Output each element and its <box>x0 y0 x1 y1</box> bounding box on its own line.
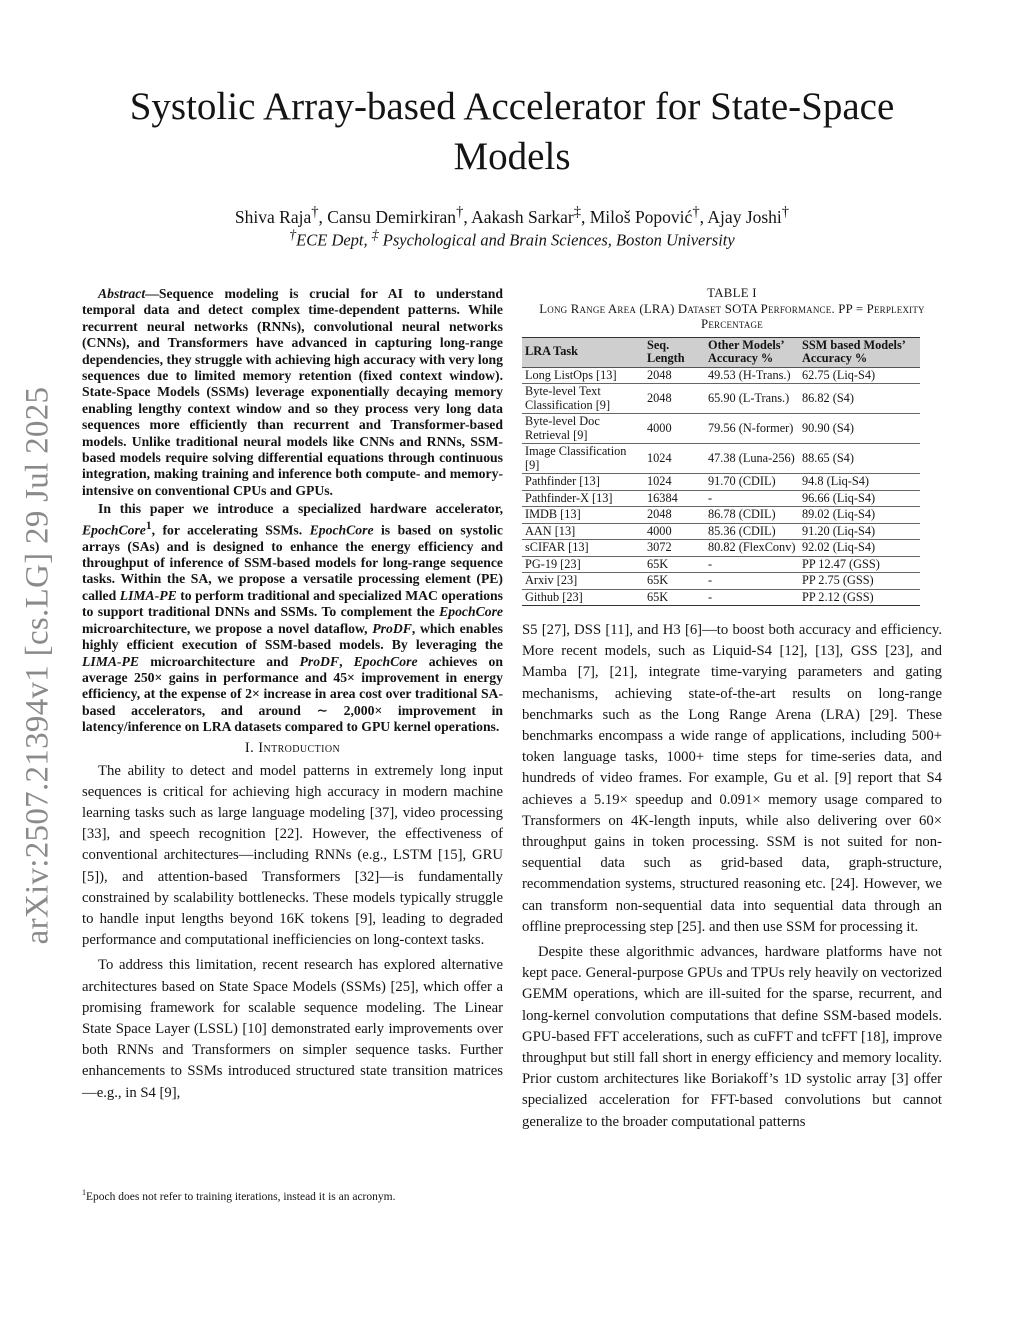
left-column <box>82 286 503 1104</box>
header-cell: Other Models’ Accuracy % <box>705 337 799 367</box>
table-row <box>522 540 920 557</box>
arxiv-side-identifier <box>12 345 64 985</box>
abstract-text: microarchitecture and <box>139 653 300 669</box>
table-cell: sCIFAR [13] <box>522 540 644 557</box>
prodf-term: ProDF <box>299 653 340 669</box>
epochcore-term: EpochCore <box>309 522 374 538</box>
table-cell: 86.82 (S4) <box>799 384 920 414</box>
section-number: I. <box>244 739 255 756</box>
table-row <box>522 444 920 474</box>
table-cell: 90.90 (S4) <box>799 414 920 444</box>
header-cell: LRA Task <box>522 337 644 367</box>
abstract-text: , for accelerating SSMs. <box>151 522 310 538</box>
table-cell: Byte-level Doc Retrieval [9] <box>522 414 644 444</box>
author-mark: † <box>692 204 700 220</box>
abstract <box>82 286 503 736</box>
epochcore-term: EpochCore <box>353 653 418 669</box>
table-cell: Pathfinder-X [13] <box>522 490 644 507</box>
author-name: Shiva Raja <box>234 206 312 227</box>
table-number: TABLE I <box>707 286 757 300</box>
affiliation-line <box>82 224 942 252</box>
abstract-text: , which enables highly efficient execution of SSM-based models. By leveraging the <box>82 620 503 653</box>
table-cell: AAN [13] <box>522 523 644 540</box>
author-mark: ‡ <box>573 204 581 220</box>
body-paragraph: S5 [27], DSS [11], and H3 [6]—to boost both accuracy and efficiency. More recent models, such as Liquid-S4 [12], [13], GSS [23], and Mamba [7], [21], integrate time-varying parameters and gating mechanisms, achieving state-of-the-art results on long-range benchmarks such as the Long Range Arena (LRA) [29]. These benchmarks encompass a wide range of applications, including 500+ token language tasks, 1000+ time steps for time-series data, and hundreds of video frames. For example, Gu et al. [9] report that S4 achieves a 5.19× speedup and 0.091× memory usage compared to Transformers on 4K-length inputs, while also delivering over 60× throughput gains in token processing. SSM is not suited for non-sequential data such as grid-based data, graph-structure, recommendation systems, structured reasoning etc. [24]. However, we can transform non-sequential data into sequential data through an offline preprocessing step [25]. and then use SSM for processing it. <box>522 622 942 935</box>
lra-table <box>522 337 920 607</box>
table-row <box>522 414 920 444</box>
affiliation-dept: Psychological and Brain Sciences, Boston University <box>382 230 735 250</box>
table-cell: 49.53 (H-Trans.) <box>705 367 799 384</box>
lima-pe-term: LIMA-PE <box>82 653 140 669</box>
abstract-text: In this paper we introduce a specialized hardware accelerator, <box>98 501 503 517</box>
header-cell: Seq. Length <box>644 337 705 367</box>
abstract-text: achieves on average 250× gains in performance and 45× improvement in energy efficiency, at the expense of 2× increase in area cost over traditional SA-based accelerators, and around ∼ 2,000× improvement in latency/inference on LRA datasets compared to GPU kernel operations. <box>82 653 503 735</box>
section-heading <box>82 739 503 757</box>
table-cell: 94.8 (Liq-S4) <box>799 474 920 491</box>
table-cell: 65K <box>644 556 705 573</box>
author-mark: † <box>311 204 319 220</box>
table-cell: - <box>705 490 799 507</box>
table-cell: PP 2.75 (GSS) <box>799 573 920 590</box>
table-caption <box>522 286 942 333</box>
abstract-text: to perform traditional and specialized MAC operations to support traditional DNNs and SSMs. To complement the <box>82 587 503 620</box>
table-cell: 80.82 (FlexConv) <box>705 540 799 557</box>
table-row <box>522 474 920 491</box>
affiliation-mark: † <box>289 227 297 242</box>
footnote-ref: 1 <box>145 519 152 532</box>
abstract-text: is based on systolic arrays (SAs) and is designed to enhance the energy efficiency and throughput of inference of SSM-based models for long-range sequence tasks. Within the SA, we propose a versatile processing element (PE) called <box>82 522 503 603</box>
intro-body <box>82 761 503 1104</box>
table-row <box>522 573 920 590</box>
table-cell: 86.78 (CDIL) <box>705 507 799 524</box>
right-column <box>522 286 942 1133</box>
header-cell: SSM based Models’ Accuracy % <box>799 337 920 367</box>
table-cell: 2048 <box>644 507 705 524</box>
author-list: Shiva Raja†, Cansu Demirkiran†, Aakash Sarkar‡, Miloš Popović†, Ajay Joshi† <box>234 204 790 227</box>
table-cell: Byte-level Text Classification [9] <box>522 384 644 414</box>
intro-paragraph: The ability to detect and model patterns in extremely long input sequences is critical for achieving high accuracy in modern machine learning tasks such as large language modeling [37], video processing [33], and speech recognition [22]. However, the effectiveness of conventional architectures—including RNNs (e.g., LSTM [15], GRU [5]), and attention-based Transformers [32]—is fundamentally constrained by scalability bottlenecks. These models typically struggle to handle input lengths beyond 16K tokens [9], leading to degraded performance and computational inefficiencies on long-context tasks. <box>82 762 503 949</box>
table-cell: 96.66 (Liq-S4) <box>799 490 920 507</box>
arxiv-id-text: arXiv:2507.21394v1 [cs.LG] 29 Jul 2025 <box>19 386 56 944</box>
author-name: Miloš Popović <box>589 206 693 227</box>
affiliation-mark: ‡ <box>371 227 379 242</box>
table-cell: Github [23] <box>522 589 644 606</box>
table-cell: 89.02 (Liq-S4) <box>799 507 920 524</box>
table-cell: Pathfinder [13] <box>522 474 644 491</box>
table-cell: IMDB [13] <box>522 507 644 524</box>
footnote-text: Epoch does not refer to training iterations, instead it is an acronym. <box>86 1190 396 1203</box>
table-cell: - <box>705 573 799 590</box>
section-title: Introduction <box>258 739 341 756</box>
table-cell: 91.20 (Liq-S4) <box>799 523 920 540</box>
table-cell: 88.65 (S4) <box>799 444 920 474</box>
table-cell: 85.36 (CDIL) <box>705 523 799 540</box>
table-cell: 92.02 (Liq-S4) <box>799 540 920 557</box>
table-cell: Image Classification [9] <box>522 444 644 474</box>
table-cell: - <box>705 589 799 606</box>
table-title: Long Range Area (LRA) Dataset SOTA Performance. PP = Perplexity Percentage <box>539 301 925 331</box>
table-row <box>522 589 920 606</box>
footnote <box>82 1185 503 1205</box>
table-cell: 65K <box>644 589 705 606</box>
table-cell: 65.90 (L-Trans.) <box>705 384 799 414</box>
prodf-term: ProDF <box>372 620 412 636</box>
abstract-text: Sequence modeling is crucial for AI to understand temporal data and detect complex time-dependent patterns. While recurrent neural networks (RNNs), convolutional neural networks (CNNs), and Transformers have advanced in capturing long-range dependencies, they struggle with achieving high accuracy with very long sequences due to limited memory retention (fixed context window). State-Space Models (SSMs) leverage exponentially decaying memory enabling lengthy context window and so they process very long data sequences more efficiently than recurrent and Transformer-based models. Unlike traditional neural models like CNNs and RNNs, SSM-based models require solving differential equations through continuous integration, making training and inference both compute- and memory-intensive on conventional CPUs and GPUs. <box>82 286 503 498</box>
table-cell: PP 12.47 (GSS) <box>799 556 920 573</box>
abstract-paragraph <box>82 501 503 735</box>
abstract-text: , <box>339 653 354 669</box>
table-row <box>522 507 920 524</box>
table-row <box>522 367 920 384</box>
abstract-label: Abstract <box>98 286 146 301</box>
author-name: Cansu Demirkiran <box>327 206 457 227</box>
table-row <box>522 523 920 540</box>
affiliation-dept: ECE Dept, <box>296 230 368 250</box>
paper-title: Systolic Array-based Accelerator for State-Space Models <box>129 85 895 178</box>
author-mark: † <box>456 204 464 220</box>
table-cell: 47.38 (Luna-256) <box>705 444 799 474</box>
lima-pe-term: LIMA-PE <box>119 587 177 603</box>
body-paragraph: Despite these algorithmic advances, hardware platforms have not kept pace. General-purpose GPUs and TPUs rely heavily on vectorized GEMM operations, which are ill-suited for the sparse, recurrent, and long-kernel convolution computations that define SSM-based models. GPU-based FFT accelerations, such as cuFFT and tcFFT [18], improve throughput but still fall short in energy efficiency and memory locality. Prior custom architectures like Boriakoff’s 1D systolic array [3] offer specialized acceleration for FFT-based convolutions but cannot generalize to the broader computational patterns <box>522 944 942 1130</box>
table-cell: 79.56 (N-former) <box>705 414 799 444</box>
table-cell: PP 2.12 (GSS) <box>799 589 920 606</box>
table-cell: 91.70 (CDIL) <box>705 474 799 491</box>
table-row <box>522 556 920 573</box>
table-cell: Arxiv [23] <box>522 573 644 590</box>
intro-paragraph: To address this limitation, recent research has explored alternative architectures based on State Space Models (SSMs) [25], which offer a promising framework for scalable sequence modeling. The Linear State Space Layer (LSSL) [10] demonstrated early improvements over both RNNs and Transformers on simpler sequence tasks. Further enhancements to SSMs introduced structured state transition matrices—e.g., in S4 [9], <box>82 957 503 1101</box>
table-header-row <box>522 337 920 367</box>
author-mark: † <box>781 204 790 220</box>
abstract-paragraph: Abstract—Sequence modeling is crucial for AI to understand temporal data and detect complex time-dependent patterns. While recurrent neural networks (RNNs), convolutional neural networks (CNNs), and Transformers have advanced in capturing long-range dependencies, they struggle with achieving high accuracy with very long sequences due to limited memory retention (fixed context window). State-Space Models (SSMs) leverage exponentially decaying memory enabling lengthy context window and so they process very long data sequences more efficiently than recurrent and Transformer-based models. Unlike traditional neural models like CNNs and RNNs, SSM-based models require solving differential equations through continuous integration, making training and inference both compute- and memory-intensive on conventional CPUs and GPUs. <box>82 286 503 498</box>
table-cell: - <box>705 556 799 573</box>
table-cell: Long ListOps [13] <box>522 367 644 384</box>
footnote-mark: 1 <box>82 1188 86 1197</box>
author-name: Ajay Joshi <box>707 206 782 227</box>
table-cell: 1024 <box>644 474 705 491</box>
abstract-text: microarchitecture, we propose a novel dataflow, <box>82 620 373 636</box>
table-cell: 62.75 (Liq-S4) <box>799 367 920 384</box>
table-row <box>522 384 920 414</box>
epochcore-term: EpochCore <box>439 604 503 620</box>
table-row <box>522 490 920 507</box>
table-cell: 65K <box>644 573 705 590</box>
table-cell: 16384 <box>644 490 705 507</box>
author-name: Aakash Sarkar <box>471 206 574 227</box>
table-cell: 2048 <box>644 384 705 414</box>
epochcore-term: EpochCore <box>82 522 146 538</box>
table-cell: 4000 <box>644 414 705 444</box>
right-body <box>522 620 942 1133</box>
table-cell: 3072 <box>644 540 705 557</box>
table-cell: 2048 <box>644 367 705 384</box>
table-cell: 4000 <box>644 523 705 540</box>
table-cell: PG-19 [23] <box>522 556 644 573</box>
table-cell: 1024 <box>644 444 705 474</box>
